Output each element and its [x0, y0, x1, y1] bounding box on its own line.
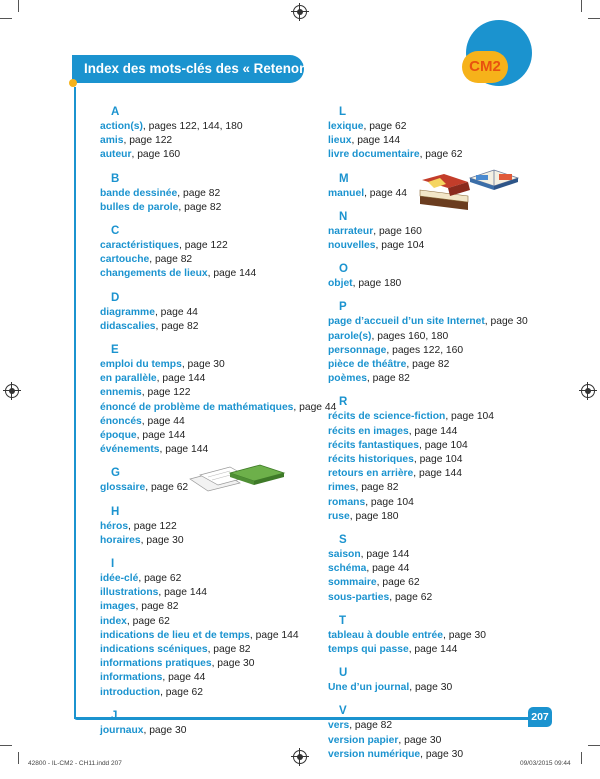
index-pages: , page 62	[160, 686, 204, 698]
index-entry	[328, 225, 568, 239]
index-term: version numérique	[328, 748, 421, 760]
index-pages: , page 82	[178, 201, 222, 213]
index-pages: , page 30	[140, 534, 184, 546]
index-entry	[100, 615, 340, 629]
index-pages: , page 82	[366, 373, 410, 385]
index-entry	[100, 120, 340, 134]
index-term: héros	[100, 520, 129, 532]
footer-timestamp: 09/03/2015 09:44	[520, 760, 571, 767]
index-entry	[100, 534, 340, 548]
index-term: bande dessinée	[100, 187, 178, 199]
index-term: caractéristiques	[100, 240, 179, 252]
index-entry	[100, 443, 340, 457]
footer-file-info: 42800 - IL-CM2 - CH11.indd 207	[28, 760, 122, 767]
index-pages: , page 180	[352, 278, 402, 290]
index-entry	[328, 330, 568, 344]
index-entry	[100, 267, 340, 281]
index-entry	[328, 510, 568, 524]
index-entry	[328, 481, 568, 495]
index-pages: , page 144	[249, 629, 299, 641]
index-pages: , page 144	[351, 135, 401, 147]
index-entry	[328, 277, 568, 291]
index-term: temps qui passe	[328, 644, 409, 656]
section-letter: V	[339, 705, 347, 718]
index-term: objet	[328, 278, 353, 290]
index-term: introduction	[100, 686, 161, 698]
index-term: livre documentaire	[328, 149, 420, 161]
index-term: glossaire	[100, 482, 146, 494]
index-pages: , page 144	[413, 468, 462, 480]
index-pages: , page 44	[141, 415, 185, 427]
index-term: ruse	[328, 510, 350, 522]
index-term: action(s)	[100, 121, 143, 132]
index-term: manuel	[328, 187, 365, 199]
index-term: images	[100, 601, 136, 613]
index-term: tableau à double entrée	[328, 629, 444, 641]
index-term: romans	[328, 496, 366, 508]
index-pages: , page 30	[181, 359, 225, 371]
section-letter: R	[339, 396, 348, 409]
section-letter: M	[339, 172, 349, 185]
index-pages: , page 144	[158, 587, 208, 599]
papers-illustration	[186, 463, 286, 493]
section-letter: N	[339, 210, 348, 223]
index-pages: , page 30	[420, 748, 464, 760]
index-pages: , page 160	[131, 149, 181, 161]
index-term: énoncé de problème de mathématiques	[100, 401, 294, 413]
index-entry	[100, 358, 340, 372]
registration-mark-top	[293, 5, 307, 19]
index-pages: , page 144	[207, 268, 257, 280]
index-term: en parallèle	[100, 373, 157, 385]
index-pages: , page 44	[293, 401, 337, 413]
index-entry	[100, 401, 340, 415]
index-entry	[100, 187, 340, 201]
index-entry	[100, 429, 340, 443]
index-pages: , page 30	[211, 658, 255, 670]
index-pages: , page 30	[398, 734, 442, 746]
index-term: idée-clé	[100, 573, 139, 585]
section-letter: L	[339, 106, 347, 118]
index-term: informations pratiques	[100, 658, 212, 670]
index-term: indications scéniques	[100, 644, 208, 656]
index-entry	[328, 734, 568, 748]
index-entry	[328, 496, 568, 510]
index-entry	[328, 576, 568, 590]
index-entry	[100, 572, 340, 586]
index-term: poèmes	[328, 373, 367, 385]
index-pages: , page 104	[419, 439, 468, 451]
index-entry	[328, 719, 568, 733]
index-entry	[328, 372, 568, 386]
index-pages: , page 82	[155, 320, 199, 332]
index-pages: , page 30	[484, 316, 528, 328]
index-pages: , page 44	[364, 187, 408, 199]
index-entry	[328, 643, 568, 657]
index-entry	[328, 410, 568, 424]
index-term: illustrations	[100, 587, 159, 599]
index-term: bulles de parole	[100, 201, 179, 213]
index-entry	[328, 467, 568, 481]
index-term: page d’accueil d’un site Internet	[328, 316, 485, 328]
index-term: Une d’un journal	[328, 682, 410, 694]
crop-mark	[588, 745, 600, 746]
index-term: journaux	[100, 724, 144, 736]
index-entry	[328, 439, 568, 453]
frame-left-rule	[74, 87, 76, 719]
index-term: sous-parties	[328, 591, 390, 603]
index-pages: , page 144	[360, 549, 410, 561]
index-entry	[328, 134, 568, 148]
index-entry	[100, 724, 340, 738]
section-letter: E	[111, 344, 119, 357]
index-entry	[328, 562, 568, 576]
index-pages: , page 160	[373, 225, 422, 237]
index-entry	[100, 586, 340, 600]
index-pages: , page 104	[375, 240, 425, 252]
registration-mark-bottom	[293, 750, 307, 764]
index-term: personnage	[328, 344, 387, 356]
index-pages: , page 62	[138, 573, 182, 585]
index-term: époque	[100, 430, 137, 442]
page-number: 207	[528, 707, 552, 727]
index-entry	[100, 306, 340, 320]
crop-mark	[18, 0, 19, 12]
index-term: lieux	[328, 135, 352, 147]
index-term: ennemis	[100, 387, 142, 399]
index-term: changements de lieux	[100, 268, 208, 280]
index-pages: , page 122	[141, 387, 191, 399]
index-pages: , pages 122, 160	[386, 344, 464, 356]
section-letter: A	[111, 106, 120, 118]
index-pages: , page 122	[179, 240, 228, 252]
registration-mark-left	[5, 384, 19, 398]
index-pages: , page 82	[355, 482, 399, 494]
index-entry	[100, 629, 340, 643]
index-pages: , page 82	[406, 359, 450, 371]
index-entry	[100, 134, 340, 148]
index-term: cartouche	[100, 254, 150, 266]
index-entry	[100, 600, 340, 614]
index-term: parole(s)	[328, 330, 372, 342]
index-pages: , page 82	[177, 187, 221, 199]
crop-mark	[581, 0, 582, 12]
index-pages: , page 62	[363, 121, 407, 132]
section-letter: C	[111, 225, 120, 238]
books-illustration	[418, 168, 522, 212]
index-pages: , page 104	[365, 496, 414, 508]
crop-mark	[588, 18, 600, 19]
crop-mark	[581, 752, 582, 764]
index-pages: , page 30	[409, 682, 453, 694]
index-term: récits de science-fiction	[328, 411, 446, 423]
index-entry	[328, 358, 568, 372]
index-pages: , page 44	[154, 306, 198, 318]
index-entry	[100, 520, 340, 534]
index-term: narrateur	[328, 225, 374, 237]
index-term: emploi du temps	[100, 359, 182, 371]
index-pages: , page 122	[123, 135, 173, 147]
crop-mark	[0, 745, 12, 746]
index-term: diagramme	[100, 306, 155, 318]
index-pages: , page 144	[408, 644, 458, 656]
index-entry	[100, 253, 340, 267]
index-entry	[100, 239, 340, 253]
section-letter: S	[339, 534, 347, 547]
index-term: récits en images	[328, 425, 409, 437]
index-entry	[100, 386, 340, 400]
index-term: saison	[328, 549, 361, 561]
index-pages: , page 144	[408, 425, 458, 437]
index-entry	[328, 548, 568, 562]
index-term: énoncés	[100, 415, 142, 427]
index-term: informations	[100, 672, 163, 684]
index-term: rimes	[328, 482, 356, 494]
index-pages: , page 62	[145, 482, 189, 494]
title-bullet	[69, 79, 77, 87]
index-term: indications de lieu et de temps	[100, 629, 250, 641]
index-entry	[328, 315, 568, 329]
section-letter: O	[339, 263, 348, 276]
index-pages: , page 62	[389, 591, 433, 603]
index-entry	[328, 120, 568, 134]
index-entry	[328, 344, 568, 358]
level-badge: CM2	[462, 51, 508, 83]
index-term: nouvelles	[328, 240, 376, 252]
section-letter: H	[111, 505, 120, 518]
index-entry	[328, 148, 568, 162]
index-term: horaires	[100, 534, 141, 546]
crop-mark	[0, 18, 12, 19]
index-pages: , page 82	[135, 601, 179, 613]
section-letter: U	[339, 667, 348, 680]
section-letter: P	[339, 301, 347, 314]
index-term: événements	[100, 444, 160, 456]
index-pages: , page 44	[162, 672, 206, 684]
index-pages: , page 62	[376, 577, 420, 589]
index-pages: , page 44	[366, 563, 410, 575]
index-entry	[100, 671, 340, 685]
index-entry	[100, 415, 340, 429]
index-term: version papier	[328, 734, 399, 746]
index-term: sommaire	[328, 577, 377, 589]
index-term: récits historiques	[328, 454, 414, 466]
index-term: schéma	[328, 563, 367, 575]
index-entry	[328, 425, 568, 439]
index-pages: , pages 160, 180	[371, 330, 449, 342]
index-term: vers	[328, 720, 350, 732]
index-pages: , page 104	[413, 454, 463, 466]
index-entry	[100, 201, 340, 215]
index-term: index	[100, 615, 127, 627]
registration-mark-right	[581, 384, 595, 398]
index-entry	[328, 453, 568, 467]
section-letter: B	[111, 172, 120, 185]
index-entry	[100, 643, 340, 657]
section-letter: I	[111, 558, 115, 571]
index-pages: , page 82	[349, 720, 393, 732]
index-entry	[100, 320, 340, 334]
page-title: Index des mots-clés des « Retenons »	[72, 55, 304, 83]
crop-mark	[18, 752, 19, 764]
section-letter: G	[111, 467, 120, 480]
index-pages: , page 62	[126, 615, 170, 627]
index-pages: , page 144	[159, 444, 209, 456]
section-letter: T	[339, 614, 347, 627]
index-entry	[328, 681, 568, 695]
index-entry	[100, 657, 340, 671]
index-term: amis	[100, 135, 124, 147]
index-entry	[100, 372, 340, 386]
index-pages: , page 62	[419, 149, 463, 161]
index-entry	[100, 148, 340, 162]
index-pages: , page 30	[143, 724, 187, 736]
index-pages: , page 144	[136, 430, 186, 442]
index-pages: , page 122	[128, 520, 177, 532]
index-column-left	[100, 104, 340, 738]
index-entry	[328, 239, 568, 253]
index-pages: , page 144	[156, 373, 206, 385]
index-pages: , pages 122, 144, 180	[142, 121, 243, 132]
index-pages: , page 180	[349, 510, 399, 522]
index-pages: , page 30	[443, 629, 486, 641]
section-letter: J	[111, 709, 118, 722]
index-term: didascalies	[100, 320, 156, 332]
index-entry	[100, 686, 340, 700]
index-pages: , page 82	[207, 644, 251, 656]
index-term: retours en arrière	[328, 468, 414, 480]
index-entry	[328, 629, 568, 643]
index-term: lexique	[328, 121, 364, 132]
index-pages: , page 82	[149, 254, 193, 266]
index-entry	[328, 591, 568, 605]
section-letter: D	[111, 291, 120, 304]
index-term: pièce de théâtre	[328, 359, 407, 371]
index-pages: , page 104	[445, 411, 494, 423]
index-term: récits fantastiques	[328, 439, 419, 451]
index-term: auteur	[100, 149, 132, 161]
